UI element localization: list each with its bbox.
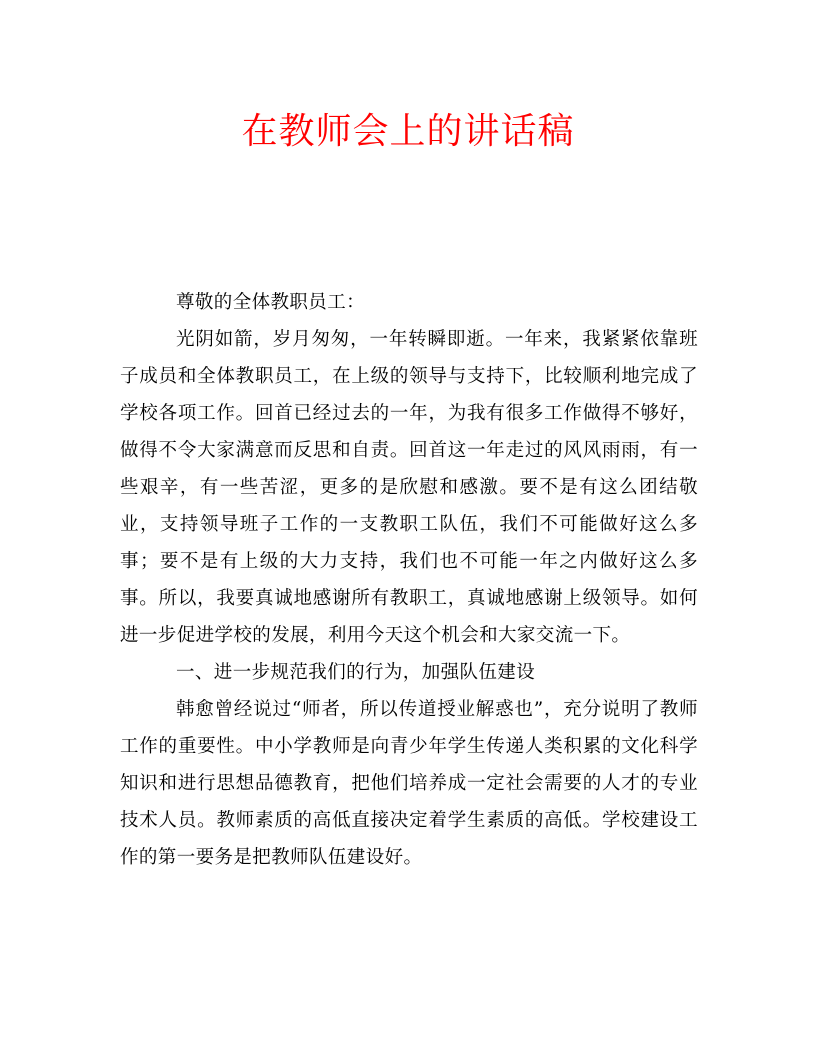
document-title: 在教师会上的讲话稿 — [241, 111, 575, 152]
section-heading: 一、进一步规范我们的行为，加强队伍建设 — [176, 662, 536, 683]
salutation-paragraph: 尊敬的全体教职员工： — [176, 292, 366, 313]
intro-paragraph: 光阴如箭，岁月匆匆，一年转瞬即逝。一年来，我紧紧依靠班子成员和全体教职员工，在上级的领导与支持下，比较顺利地完成了学校各项工作。回首已经过去的一年，为我有很多工作做得不够好，做得不令大家满意而反思和自责。回首这一年走过的风风雨雨，有一些艰辛，有一些苦涩，更多的是欣慰和感激。要不是有这么团结敬业，支持领导班子工作的一支教职工队伍，我们不可能做好这么多事；要不是有上级的大力支持，我们也不可能一年之内做好这么多事。所以，我要真诚地感谢所有教职工，真诚地感谢上级领导。如何进一步促进学校的发展，利用今天这个机会和大家交流一下。 — [120, 329, 698, 646]
document-body — [120, 284, 698, 876]
section-paragraph: 韩愈曾经说过“师者，所以传道授业解惑也”，充分说明了教师工作的重要性。中小学教师是向青少年学生传递人类积累的文化科学知识和进行思想品德教育，把他们培养成一定社会需要的人才的专业技术人员。教师素质的高低直接决定着学生素质的高低。学校建设工作的第一要务是把教师队伍建设好。 — [120, 699, 698, 868]
